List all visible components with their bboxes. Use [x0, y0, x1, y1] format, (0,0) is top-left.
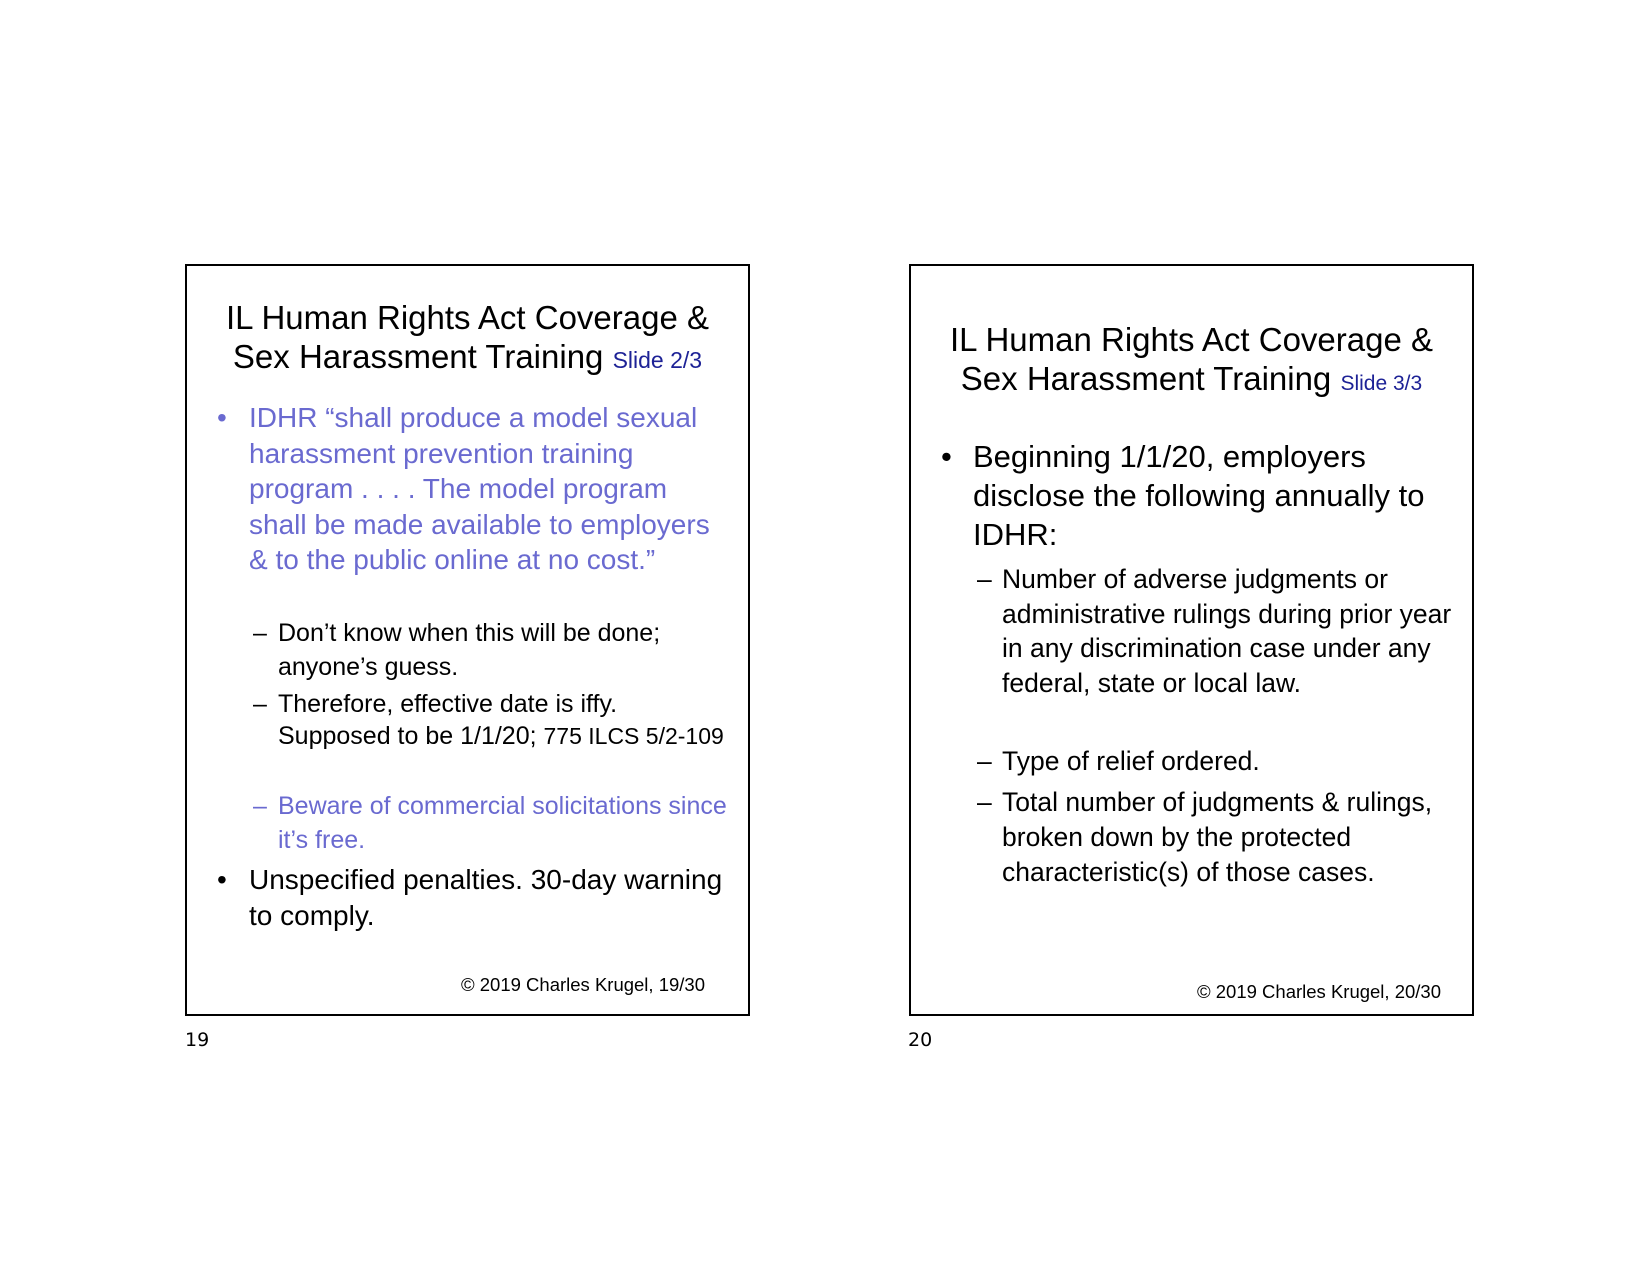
bullet-dot: • [217, 864, 227, 895]
bullet-dot: • [941, 439, 952, 474]
sub-item-adverse-judgments [977, 562, 1452, 700]
sub-item-effective-date [253, 689, 728, 752]
title-line-1: IL Human Rights Act Coverage & [949, 321, 1433, 358]
bullet-disclosure [941, 437, 1462, 554]
sub-item-text: Total number of judgments & rulings, broken down by the protected characteristic(s) of those cases. [1002, 787, 1433, 887]
title-line-2-text: Sex Harassment Training [232, 338, 604, 375]
dash-marker: – [253, 792, 267, 820]
bullet-text: Beginning 1/1/20, employers disclose the following annually to IDHR: [973, 439, 1425, 552]
bullet-text: IDHR “shall produce a model sexual harassment prevention training program . . . . The model program shall be made available to employers & to the public online at no cost.” [249, 402, 710, 575]
sub-item-solicitations [253, 789, 728, 857]
dash-marker: – [977, 564, 992, 594]
slide-tag: Slide 3/3 [1340, 372, 1423, 395]
sub-item-total-judgments [977, 785, 1452, 890]
slide-19 [185, 264, 750, 1016]
bullet-model-program [217, 400, 730, 578]
slide-title [911, 320, 1472, 403]
sub-item-text: Therefore, effective date is iffy. Supposed to be 1/1/20; [278, 690, 618, 750]
sub-item-relief [977, 744, 1452, 778]
slide-title [187, 298, 748, 380]
sub-item-text: Number of adverse judgments or administrative rulings during prior year in any discrimination case under any federal, state or local law. [1002, 564, 1452, 698]
slide-footer: © 2019 Charles Krugel, 19/30 [460, 974, 705, 995]
dash-marker: – [977, 787, 992, 817]
page-number: 19 [185, 1029, 210, 1051]
dash-marker: – [253, 690, 267, 718]
sub-item-timing [253, 616, 728, 684]
title-line-1: IL Human Rights Act Coverage & [225, 299, 709, 336]
statute-reference: 775 ILCS 5/2-109 [543, 722, 724, 749]
sub-item-text: Type of relief ordered. [1002, 746, 1260, 776]
dash-marker: – [977, 746, 992, 776]
bullet-text: Unspecified penalties. 30-day warning to comply. [249, 864, 723, 931]
page-number: 20 [908, 1029, 933, 1051]
title-line-2 [911, 359, 1472, 403]
title-line-2 [187, 337, 748, 380]
sub-item-text: Beware of commercial solicitations since it’s free. [278, 792, 727, 854]
bullet-dot: • [217, 402, 227, 433]
title-line-2-text: Sex Harassment Training [960, 360, 1332, 397]
slide-tag: Slide 2/3 [612, 347, 703, 373]
slide-footer: © 2019 Charles Krugel, 20/30 [1196, 981, 1441, 1002]
bullet-penalties [217, 862, 730, 934]
dash-marker: – [253, 619, 267, 647]
slide-20 [909, 264, 1474, 1016]
sub-item-text: Don’t know when this will be done; anyone’s guess. [278, 619, 661, 681]
